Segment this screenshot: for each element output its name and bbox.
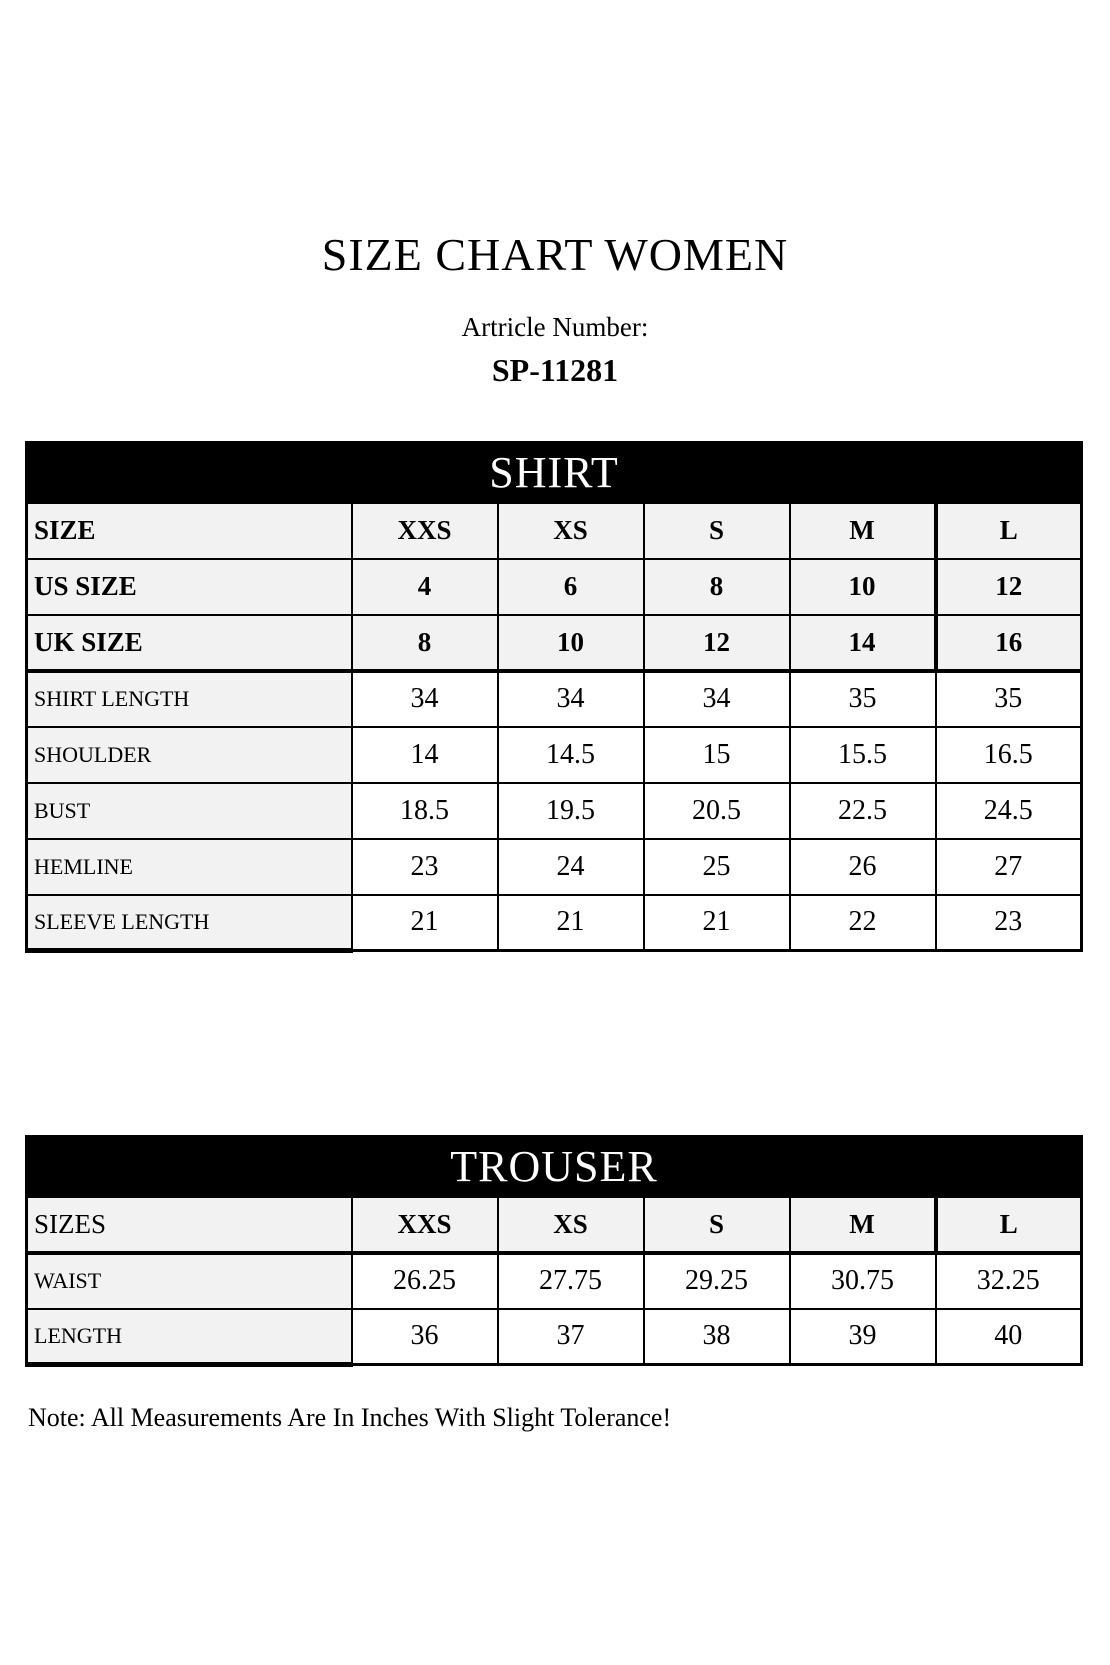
value-cell: 27.75 [498,1253,644,1309]
row-label-cell: WAIST [27,1253,352,1309]
measurement-note: Note: All Measurements Are In Inches With Slight Tolerance! [28,1403,672,1432]
value-cell: 23 [352,839,498,895]
value-cell: 21 [498,895,644,951]
value-cell: 14 [790,615,936,671]
table-row [27,671,1082,727]
shirt-section-bar [27,443,1082,503]
value-cell: 34 [644,671,790,727]
value-cell: 29.25 [644,1253,790,1309]
value-cell: 40 [936,1309,1082,1365]
value-cell: 34 [498,671,644,727]
article-number-label: Artricle Number: [461,312,649,342]
row-label-cell: BUST [27,783,352,839]
value-cell: 22 [790,895,936,951]
value-cell: 15 [644,727,790,783]
value-cell: 6 [498,559,644,615]
value-cell: 21 [352,895,498,951]
table-row [27,839,1082,895]
trouser-section-bar [27,1137,1082,1197]
page-title: SIZE CHART WOMEN [321,229,789,280]
row-label-cell: UK SIZE [27,615,352,671]
size-header-cell: XS [498,503,644,559]
value-cell: 18.5 [352,783,498,839]
value-cell: 35 [790,671,936,727]
row-label-cell: SHIRT LENGTH [27,671,352,727]
value-cell: 12 [936,559,1082,615]
row-label-cell: HEMLINE [27,839,352,895]
row-label-cell: SHOULDER [27,727,352,783]
value-cell: 8 [644,559,790,615]
size-header-cell: XS [498,1197,644,1253]
row-label-cell: SLEEVE LENGTH [27,895,352,951]
value-cell: 38 [644,1309,790,1365]
row-label-cell: US SIZE [27,559,352,615]
value-cell: 24.5 [936,783,1082,839]
value-cell: 27 [936,839,1082,895]
value-cell: 10 [790,559,936,615]
table-row [27,783,1082,839]
value-cell: 10 [498,615,644,671]
value-cell: 16 [936,615,1082,671]
value-cell: 12 [644,615,790,671]
row-label-cell: LENGTH [27,1309,352,1365]
value-cell: 15.5 [790,727,936,783]
shirt-section-title: SHIRT [27,443,1082,503]
trouser-section-title: TROUSER [27,1137,1082,1197]
value-cell: 14.5 [498,727,644,783]
table-row [27,615,1082,671]
value-cell: 23 [936,895,1082,951]
row-label-cell: SIZES [27,1197,352,1253]
value-cell: 24 [498,839,644,895]
size-header-cell: L [936,503,1082,559]
table-row [27,1309,1082,1365]
value-cell: 25 [644,839,790,895]
value-cell: 21 [644,895,790,951]
value-cell: 32.25 [936,1253,1082,1309]
value-cell: 35 [936,671,1082,727]
table-row [27,895,1082,951]
size-header-cell: M [790,1197,936,1253]
row-label-cell: SIZE [27,503,352,559]
table-row [27,727,1082,783]
value-cell: 20.5 [644,783,790,839]
value-cell: 36 [352,1309,498,1365]
size-header-cell: L [936,1197,1082,1253]
table-row [27,1253,1082,1309]
value-cell: 26.25 [352,1253,498,1309]
value-cell: 16.5 [936,727,1082,783]
size-header-cell: XXS [352,1197,498,1253]
size-header-cell: XXS [352,503,498,559]
value-cell: 37 [498,1309,644,1365]
value-cell: 26 [790,839,936,895]
article-number-value: SP-11281 [491,352,619,388]
value-cell: 39 [790,1309,936,1365]
value-cell: 30.75 [790,1253,936,1309]
value-cell: 8 [352,615,498,671]
shirt-size-table [25,441,1083,953]
size-header-cell: S [644,1197,790,1253]
value-cell: 34 [352,671,498,727]
value-cell: 22.5 [790,783,936,839]
size-header-cell: S [644,503,790,559]
value-cell: 14 [352,727,498,783]
value-cell: 4 [352,559,498,615]
trouser-size-table [25,1135,1083,1367]
table-row [27,559,1082,615]
table-row [27,1197,1082,1253]
table-row [27,503,1082,559]
value-cell: 19.5 [498,783,644,839]
size-header-cell: M [790,503,936,559]
